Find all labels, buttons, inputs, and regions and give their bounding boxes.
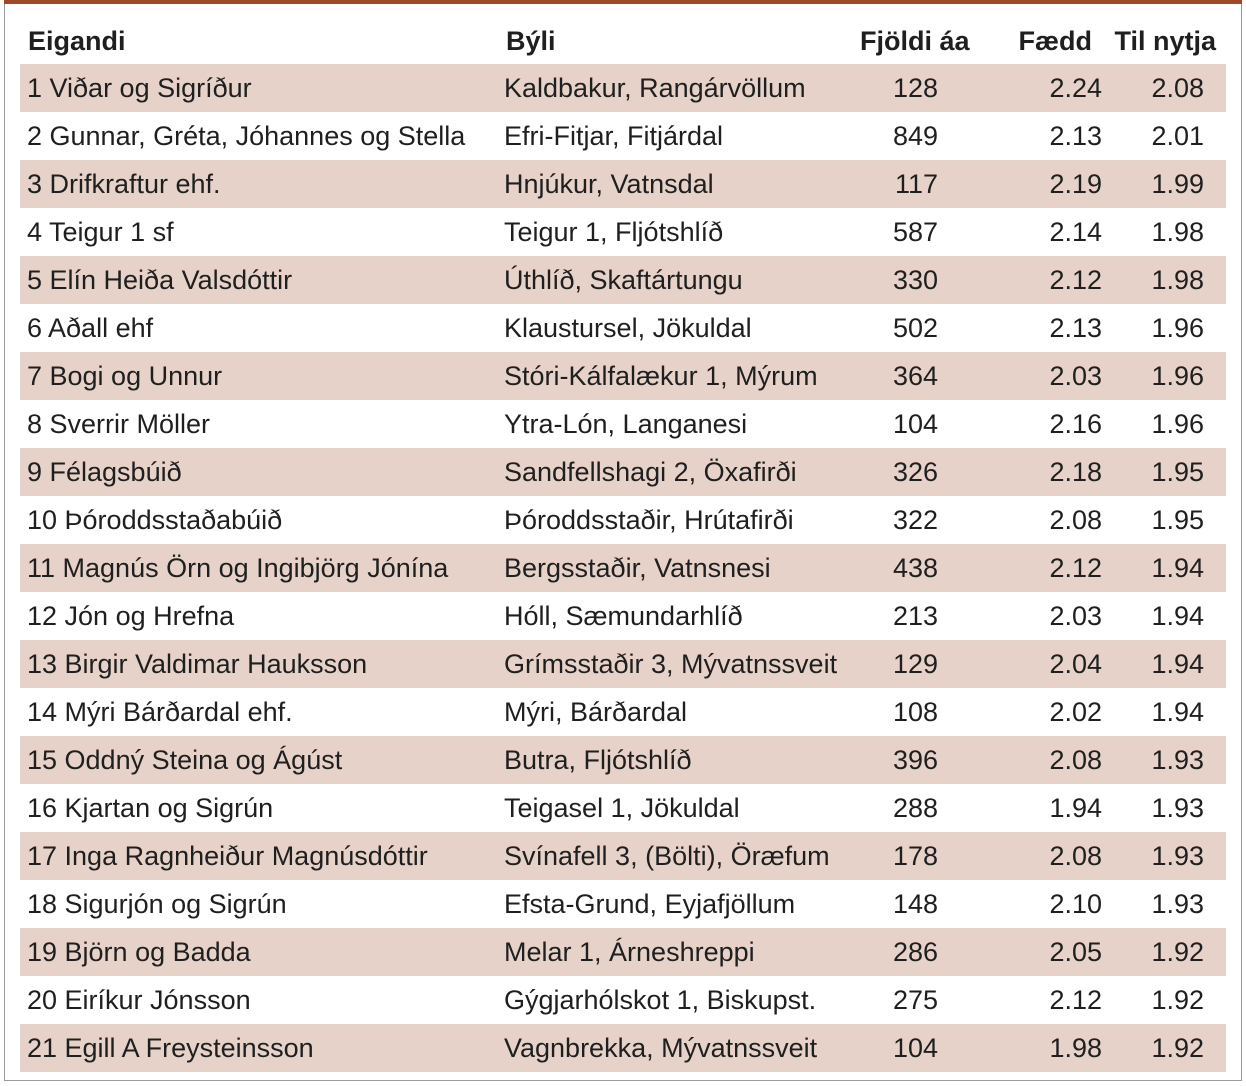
owner-cell: 10 Þóroddsstaðabúið — [27, 504, 283, 535]
ewe-count-cell: 178 — [852, 832, 984, 880]
farm-cell: Klaustursel, Jökuldal — [504, 312, 752, 343]
ewe-count-cell: 288 — [892, 792, 938, 823]
born-cell: 2.03 — [1049, 600, 1102, 631]
farm-cell: Gýgjarhólskot 1, Biskupst. — [504, 984, 817, 1015]
header-ewe-count: Fjöldi áa — [860, 25, 970, 56]
born-cell: 2.12 — [1049, 984, 1102, 1015]
in-use-cell: 1.93 — [1151, 792, 1204, 823]
owner-cell: 13 Birgir Valdimar Hauksson — [20, 640, 498, 688]
ewe-count-cell: 104 — [892, 408, 938, 439]
header-owner: Eigandi — [28, 25, 126, 56]
owner-cell: 20 Eiríkur Jónsson — [27, 984, 251, 1015]
ewe-count-cell: 438 — [852, 544, 984, 592]
ewe-count-cell: 275 — [892, 984, 938, 1015]
farm-cell: Þóroddsstaðir, Hrútafirði — [504, 504, 794, 535]
born-cell: 1.94 — [1049, 792, 1102, 823]
in-use-cell: 1.93 — [1151, 888, 1204, 919]
farm-cell: Efsta-Grund, Eyjafjöllum — [504, 888, 796, 919]
in-use-cell: 1.96 — [1102, 352, 1226, 400]
ewe-count-cell: 117 — [852, 160, 984, 208]
ewe-count-cell: 587 — [892, 216, 938, 247]
farm-ranking-table — [20, 18, 1226, 1072]
table-row — [20, 976, 1226, 1024]
in-use-cell: 1.98 — [1151, 216, 1204, 247]
owner-cell: 16 Kjartan og Sigrún — [27, 792, 274, 823]
in-use-cell: 1.96 — [1151, 408, 1204, 439]
owner-cell: 8 Sverrir Möller — [27, 408, 211, 439]
table-row — [20, 592, 1226, 640]
farm-cell: Vagnbrekka, Mývatnssveit — [498, 1024, 852, 1072]
farm-cell: Stóri-Kálfalækur 1, Mýrum — [498, 352, 852, 400]
owner-cell: 1 Viðar og Sigríður — [20, 64, 498, 112]
owner-cell: 19 Björn og Badda — [20, 928, 498, 976]
table-row — [20, 880, 1226, 928]
owner-cell: 14 Mýri Bárðardal ehf. — [27, 696, 293, 727]
in-use-cell: 1.92 — [1102, 1024, 1226, 1072]
ewe-count-cell: 108 — [892, 696, 938, 727]
owner-cell: 6 Aðall ehf — [27, 312, 154, 343]
born-cell: 2.12 — [984, 544, 1102, 592]
table-row — [20, 736, 1226, 784]
in-use-cell: 1.94 — [1102, 544, 1226, 592]
born-cell: 2.10 — [1049, 888, 1102, 919]
farm-cell: Grímsstaðir 3, Mývatnssveit — [498, 640, 852, 688]
ewe-count-cell: 104 — [852, 1024, 984, 1072]
ewe-count-cell: 326 — [852, 448, 984, 496]
table-row — [20, 400, 1226, 448]
ewe-count-cell: 322 — [892, 504, 938, 535]
in-use-cell: 1.98 — [1102, 256, 1226, 304]
born-cell: 2.02 — [1049, 696, 1102, 727]
farm-cell: Bergsstaðir, Vatnsnesi — [498, 544, 852, 592]
table-body — [20, 64, 1226, 1072]
table-header-row — [20, 18, 1226, 64]
owner-cell: 12 Jón og Hrefna — [27, 600, 235, 631]
table-row — [20, 928, 1226, 976]
born-cell: 2.08 — [984, 832, 1102, 880]
owner-cell: 17 Inga Ragnheiður Magnúsdóttir — [20, 832, 498, 880]
ewe-count-cell: 148 — [892, 888, 938, 919]
farm-cell: Úthlíð, Skaftártungu — [498, 256, 852, 304]
farm-cell: Hóll, Sæmundarhlíð — [504, 600, 743, 631]
table-row — [20, 160, 1226, 208]
born-cell: 2.03 — [984, 352, 1102, 400]
table-row — [20, 832, 1226, 880]
ewe-count-cell: 129 — [852, 640, 984, 688]
table-row — [20, 688, 1226, 736]
farm-cell: Efri-Fitjar, Fitjárdal — [504, 120, 724, 151]
farm-cell: Melar 1, Árneshreppi — [498, 928, 852, 976]
farm-cell: Mýri, Bárðardal — [504, 696, 688, 727]
owner-cell: 15 Oddný Steina og Ágúst — [20, 736, 498, 784]
ewe-count-cell: 213 — [892, 600, 938, 631]
in-use-cell: 1.95 — [1102, 448, 1226, 496]
born-cell: 1.98 — [984, 1024, 1102, 1072]
table-row — [20, 256, 1226, 304]
born-cell: 2.13 — [1049, 312, 1102, 343]
owner-cell: 7 Bogi og Unnur — [20, 352, 498, 400]
owner-cell: 3 Drifkraftur ehf. — [20, 160, 498, 208]
header-farm: Býli — [506, 25, 556, 56]
ewe-count-cell: 502 — [892, 312, 938, 343]
ewe-count-cell: 849 — [892, 120, 938, 151]
born-cell: 2.05 — [984, 928, 1102, 976]
table-row — [20, 784, 1226, 832]
born-cell: 2.14 — [1049, 216, 1102, 247]
in-use-cell: 1.96 — [1151, 312, 1204, 343]
ewe-count-cell: 128 — [852, 64, 984, 112]
born-cell: 2.04 — [984, 640, 1102, 688]
in-use-cell: 1.93 — [1102, 736, 1226, 784]
in-use-cell: 1.94 — [1151, 600, 1204, 631]
farm-cell: Sandfellshagi 2, Öxafirði — [498, 448, 852, 496]
born-cell: 2.19 — [984, 160, 1102, 208]
born-cell: 2.13 — [1049, 120, 1102, 151]
farm-cell: Hnjúkur, Vatnsdal — [498, 160, 852, 208]
table-row — [20, 352, 1226, 400]
owner-cell: 11 Magnús Örn og Ingibjörg Jónína — [20, 544, 498, 592]
owner-cell: 21 Egill A Freysteinsson — [20, 1024, 498, 1072]
in-use-cell: 1.94 — [1151, 696, 1204, 727]
table-row — [20, 112, 1226, 160]
farm-cell: Svínafell 3, (Bölti), Öræfum — [498, 832, 852, 880]
table-row — [20, 448, 1226, 496]
in-use-cell: 1.92 — [1151, 984, 1204, 1015]
owner-cell: 5 Elín Heiða Valsdóttir — [20, 256, 498, 304]
in-use-cell: 1.93 — [1102, 832, 1226, 880]
table-row — [20, 304, 1226, 352]
owner-cell: 18 Sigurjón og Sigrún — [27, 888, 287, 919]
owner-cell: 4 Teigur 1 sf — [27, 216, 174, 247]
in-use-cell: 1.92 — [1102, 928, 1226, 976]
table-row — [20, 64, 1226, 112]
owner-cell: 9 Félagsbúið — [20, 448, 498, 496]
farm-cell: Teigasel 1, Jökuldal — [504, 792, 740, 823]
born-cell: 2.18 — [984, 448, 1102, 496]
in-use-cell: 1.95 — [1151, 504, 1204, 535]
born-cell: 2.16 — [1049, 408, 1102, 439]
ewe-count-cell: 396 — [852, 736, 984, 784]
in-use-cell: 2.08 — [1102, 64, 1226, 112]
ewe-count-cell: 364 — [852, 352, 984, 400]
header-in-use: Til nytja — [1114, 25, 1216, 56]
header-born: Fædd — [1018, 25, 1092, 56]
born-cell: 2.08 — [1049, 504, 1102, 535]
born-cell: 2.12 — [984, 256, 1102, 304]
table-row — [20, 640, 1226, 688]
farm-cell: Teigur 1, Fljótshlíð — [504, 216, 724, 247]
owner-cell: 2 Gunnar, Gréta, Jóhannes og Stella — [27, 120, 466, 151]
farm-cell: Kaldbakur, Rangárvöllum — [498, 64, 852, 112]
born-cell: 2.24 — [984, 64, 1102, 112]
ewe-count-cell: 330 — [852, 256, 984, 304]
in-use-cell: 2.01 — [1151, 120, 1204, 151]
table-row — [20, 1024, 1226, 1072]
in-use-cell: 1.94 — [1102, 640, 1226, 688]
farm-cell: Ytra-Lón, Langanesi — [504, 408, 748, 439]
table-row — [20, 496, 1226, 544]
table-row — [20, 544, 1226, 592]
farm-cell: Butra, Fljótshlíð — [498, 736, 852, 784]
ewe-count-cell: 286 — [852, 928, 984, 976]
table-row — [20, 208, 1226, 256]
born-cell: 2.08 — [984, 736, 1102, 784]
in-use-cell: 1.99 — [1102, 160, 1226, 208]
